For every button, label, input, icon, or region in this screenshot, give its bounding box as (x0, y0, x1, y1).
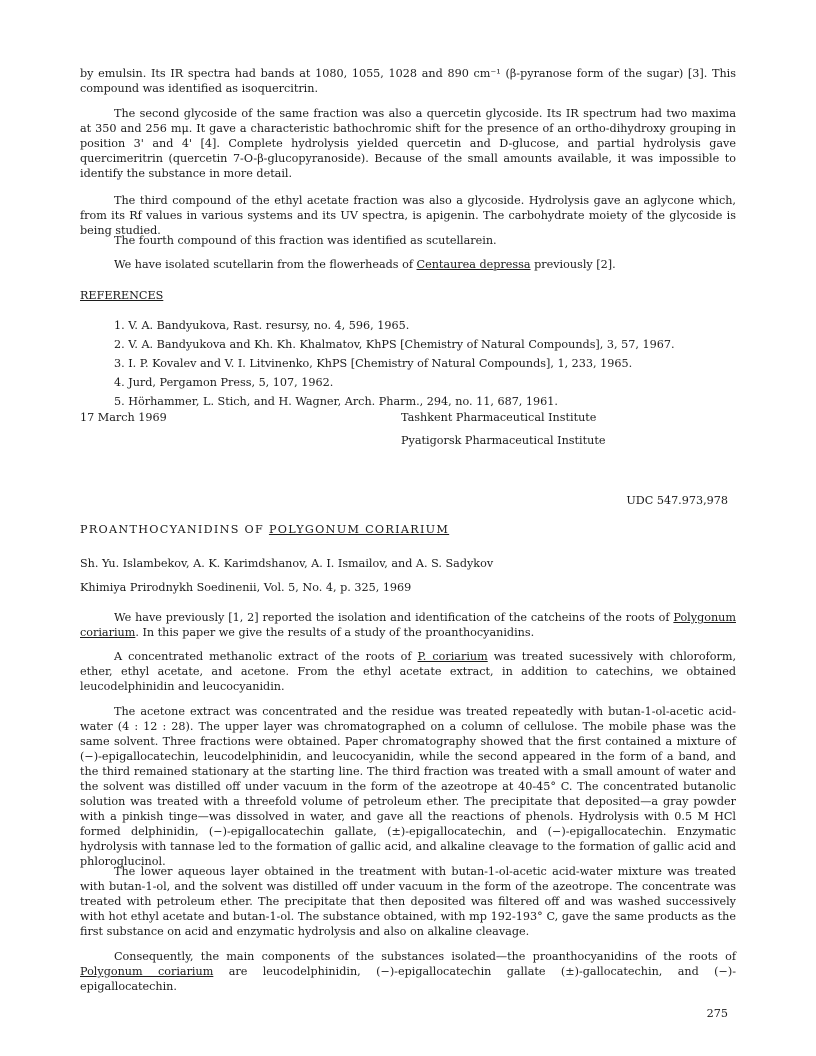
article-p1-text: We have previously [1, 2] reported the isolation and identification of the catcheins of the roots of (114, 611, 674, 624)
reference-item: 3. I. P. Kovalev and V. I. Litvinenko, KhPS [Chemistry of Natural Compounds], 1, 233, 1965. (114, 357, 633, 370)
journal-citation: Khimiya Prirodnykh Soedinenii, Vol. 5, No. 4, p. 325, 1969 (80, 581, 412, 594)
page-number: 275 (706, 1007, 728, 1020)
article-p1-tail: . In this paper we give the results of a study of the proanthocyanidins. (135, 626, 535, 639)
intro-paragraph-5 (80, 257, 736, 272)
intro-p5-text: We have isolated scutellarin from the flowerheads of (114, 258, 417, 271)
intro-paragraph-3: The third compound of the ethyl acetate fraction was also a glycoside. Hydrolysis gave an aglycone which, from its Rf values in various systems and its UV spectra, is apigenin. The carbohydrate moiety of the glycoside is being studied. (80, 194, 736, 237)
article-title (80, 522, 449, 537)
article-title-prefix: PROANTHOCYANIDINS OF (80, 523, 269, 536)
species-name: Polygonum coriarium (80, 611, 736, 639)
reference-item: 4. Jurd, Pergamon Press, 5, 107, 1962. (114, 376, 334, 389)
article-p2-tail: was treated sucessively with chloroform, ether, ethyl acetate, and acetone. From the ethyl acetate extract, in addition to catechins, we obtained leucodelphinidin and leucocyanidin. (80, 650, 737, 693)
article-paragraph-5 (80, 949, 736, 994)
article-p2-text: A concentrated methanolic extract of the roots of (114, 650, 418, 663)
article-paragraph-1 (80, 610, 736, 640)
intro-p5-tail: previously [2]. (530, 258, 616, 271)
article-authors: Sh. Yu. Islambekov, A. K. Karimdshanov, A. I. Ismailov, and A. S. Sadykov (80, 557, 494, 570)
affiliation-pyatigorsk: Pyatigorsk Pharmaceutical Institute (401, 434, 606, 447)
intro-paragraph-4: The fourth compound of this fraction was identified as scutellarein. (114, 234, 497, 247)
received-date: 17 March 1969 (80, 411, 167, 424)
references-heading: REFERENCES (80, 289, 164, 302)
reference-item: 2. V. A. Bandyukova and Kh. Kh. Khalmatov, KhPS [Chemistry of Natural Compounds], 3, 57, 1967. (114, 338, 675, 351)
intro-paragraph-2: The second glycoside of the same fraction was also a quercetin glycoside. Its IR spectrum had two maxima at 350 and 256 mμ. It gave a characteristic bathochromic shift for the presence of an ortho-dihydroxy grouping in position 3' and 4' [4]. Complete hydrolysis yielded quercetin and D-glucose, and partial hydrolysis gave quercimeritrin (quercetin 7-O-β-glucopyranoside). Because of the small amounts available, it was impossible to identify the substance in more detail. (80, 107, 736, 180)
affiliation-tashkent: Tashkent Pharmaceutical Institute (401, 411, 597, 424)
intro-paragraph-1: by emulsin. Its IR spectra had bands at 1080, 1055, 1028 and 890 cm⁻¹ (β-pyranose form of the sugar) [3]. This compound was identified as isoquercitrin. (80, 67, 736, 95)
reference-item: 1. V. A. Bandyukova, Rast. resursy, no. 4, 596, 1965. (114, 319, 410, 332)
reference-list (114, 318, 754, 413)
udc-code: UDC 547.973,978 (626, 494, 728, 507)
article-p5-tail: are leucodelphinidin, (−)-epigallocatechin gallate (±)-gallocatechin, and (−)-epigallocatechin. (80, 965, 736, 993)
article-paragraph-4: The lower aqueous layer obtained in the treatment with butan-1-ol-acetic acid-water mixture was treated with butan-1-ol, and the solvent was distilled off under vacuum in the form of the azeotrope. The concentrate was treated with petroleum ether. The precipitate that then deposited was filtered off and was washed successively with hot ethyl acetate and butan-1-ol. The substance obtained, with mp 192-193° C, gave the same products as the first substance on acid and enzymatic hydrolysis and also on alkaline cleavage. (80, 865, 736, 938)
species-name: Polygonum coriarium (80, 965, 214, 978)
article-paragraph-3: The acetone extract was concentrated and the residue was treated repeatedly with butan-1-ol-acetic acid-water (4 : 12 : 28). The upper layer was chromatographed on a column of cellulose. The mobile phase was the same solvent. Three fractions were obtained. Paper chromatography showed that the first contained a mixture of (−)-epigallocatechin, leucodelphinidin, and leucocyanidin, while the second appeared in the form of a band, and the third remained stationary at the starting line. The third fraction was treated with a small amount of water and the solvent was distilled off under vacuum in the form of the azeotrope at 40-45° C. The concentrated butanolic solution was treated with a threefold volume of petroleum ether. The precipitate that deposited—a gray powder with a pinkish tinge—was dissolved in water, and gave all the reactions of phenols. Hydrolysis with 0.5 M HCl formed delphinidin, (−)-epigallocatechin gallate, (±)-epigallocatechin, and (−)-epigallocatechin. Enzymatic hydrolysis with tannase led to the formation of gallic acid, and alkaline cleavage to the formation of gallic acid and phloroglucinol. (80, 705, 736, 868)
reference-item: 5. Hörhammer, L. Stich, and H. Wagner, Arch. Pharm., 294, no. 11, 687, 1961. (114, 395, 558, 408)
article-paragraph-2 (80, 649, 736, 694)
article-p5-text: Consequently, the main components of the substances isolated—the proanthocyanidins of the roots of (114, 950, 736, 963)
species-name: Centaurea depressa (416, 258, 531, 271)
article-title-species: POLYGONUM CORIARIUM (268, 523, 450, 536)
species-name: P. coriarium (417, 650, 488, 663)
